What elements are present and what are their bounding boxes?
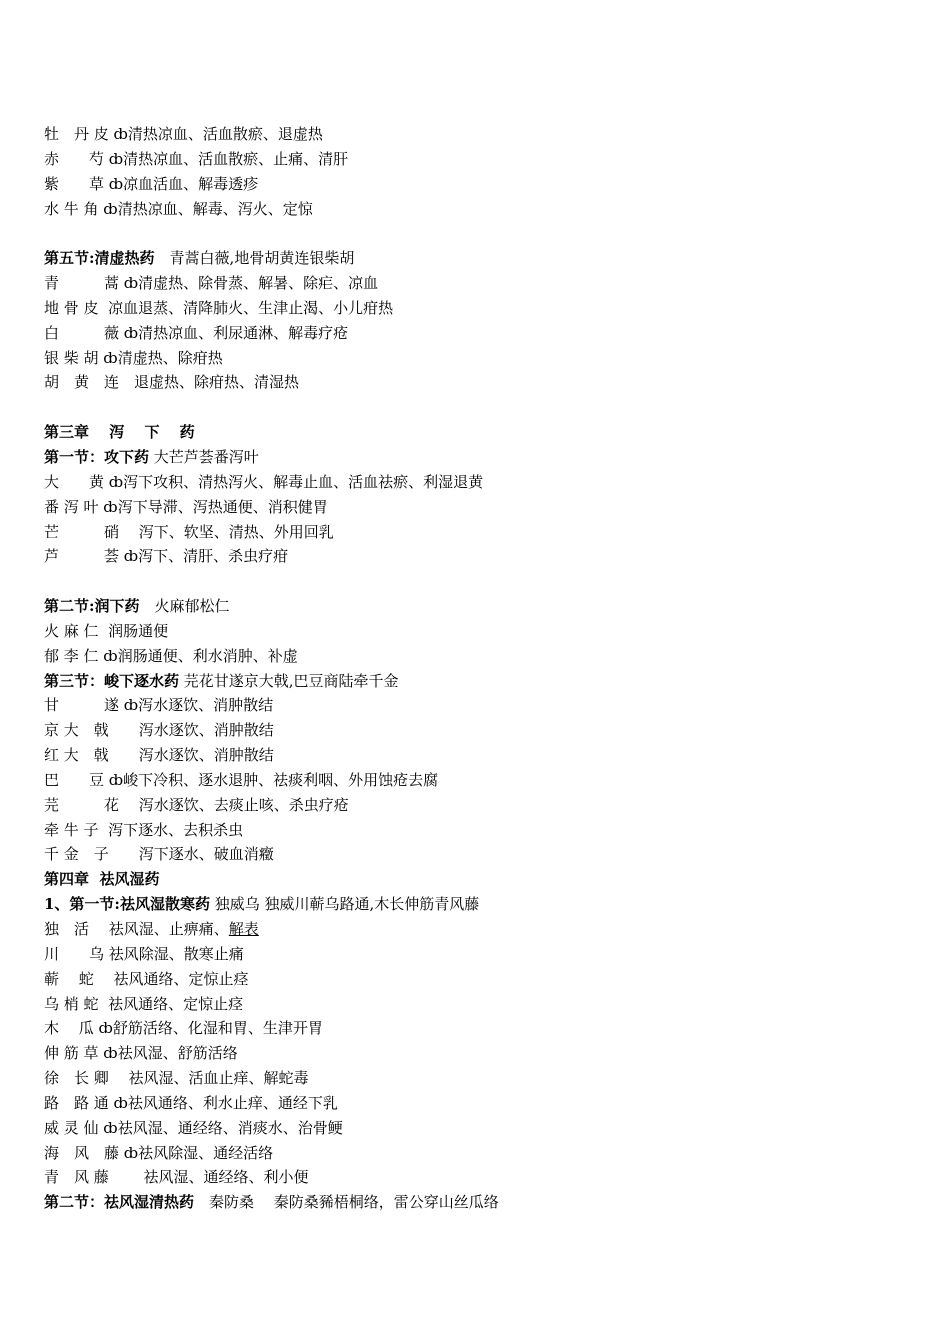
text-line — [44, 122, 924, 147]
line-text: 大芒芦荟番泻叶 — [149, 447, 259, 466]
line-text: 独 活 祛风湿、止痹痛、 — [44, 920, 229, 938]
line-text: 白 薇 ȸ清热凉血、利尿通淋、解毒疗疮 — [44, 323, 349, 342]
line-text: 牡 丹 皮 ȸ清热凉血、活血散瘀、退虚热 — [44, 125, 323, 143]
text-line — [44, 942, 924, 967]
text-line — [44, 793, 924, 818]
line-text: 独威乌 独威川蕲乌路通,木长伸筋青风藤 — [209, 895, 480, 914]
line-text: 紫 草 ȸ凉血活血、解毒透疹 — [44, 174, 259, 193]
text-line — [44, 718, 924, 743]
line-text: 威 灵 仙 ȸ祛风湿、通经络、消痰水、治骨鲠 — [44, 1118, 343, 1137]
text-line — [44, 147, 924, 172]
text-line — [44, 1165, 924, 1190]
line-text: 木 瓜 ȸ舒筋活络、化湿和胃、生津开胃 — [44, 1019, 323, 1038]
line-text: 火麻郁松仁 — [139, 597, 230, 616]
text-line — [44, 1091, 924, 1116]
line-text: 伸 筋 草 ȸ祛风湿、舒筋活络 — [44, 1044, 238, 1063]
line-text: 青 风 藤 祛风湿、通经络、利小便 — [44, 1168, 309, 1187]
blank-line — [44, 569, 924, 594]
text-line — [44, 1116, 924, 1141]
line-text: 牵 牛 子 泻下逐水、去积杀虫 — [44, 820, 244, 839]
text-line — [44, 1141, 924, 1166]
text-line — [44, 1066, 924, 1091]
line-text: 乌 梢 蛇 祛风通络、定惊止痉 — [44, 994, 244, 1013]
line-text: 芦 荟 ȸ泻下、清肝、杀虫疗疳 — [44, 547, 289, 566]
line-text: 胡 黄 连 退虚热、除疳热、清湿热 — [44, 373, 300, 392]
line-text: 秦防桑 秦防桑豨梧桐络，雷公穿山丝瓜络 — [194, 1193, 499, 1212]
section-heading: 1、第一节:祛风湿散寒药 — [44, 895, 210, 914]
section-heading: 第二节:润下药 — [44, 597, 140, 616]
text-line — [44, 544, 924, 569]
text-line — [44, 346, 924, 371]
text-line — [44, 470, 924, 495]
line-text: 千 金 子 泻下逐水、破血消癥 — [44, 845, 274, 864]
text-line — [44, 818, 924, 843]
section-heading-line — [44, 867, 924, 892]
line-text: 火 麻 仁 润肠通便 — [44, 621, 169, 640]
section-heading-line — [44, 420, 924, 445]
text-line — [44, 619, 924, 644]
line-text: 水 牛 角 ȸ清热凉血、解毒、泻火、定惊 — [44, 199, 313, 218]
text-line — [44, 370, 924, 395]
text-line — [44, 495, 924, 520]
line-text: 海 风 藤 ȸ祛风除湿、通经活络 — [44, 1143, 274, 1162]
text-line — [44, 321, 924, 346]
text-line — [44, 917, 924, 942]
line-text: 地 骨 皮 凉血退蒸、清降肺火、生津止渴、小儿疳热 — [44, 298, 394, 317]
text-line — [44, 842, 924, 867]
text-line — [44, 296, 924, 321]
text-line — [44, 644, 924, 669]
text-line — [44, 992, 924, 1017]
line-text: 郁 李 仁 ȸ润肠通便、利水消肿、补虚 — [44, 646, 298, 665]
text-line — [44, 172, 924, 197]
section-heading: 第四章 祛风湿药 — [44, 870, 160, 889]
section-heading: 第二节：祛风湿清热药 — [44, 1193, 195, 1212]
line-text: 徐 长 卿 祛风湿、活血止痒、解蛇毒 — [44, 1069, 309, 1088]
line-text: 甘 遂 ȸ泻水逐饮、消肿散结 — [44, 696, 274, 715]
text-line — [44, 693, 924, 718]
text-line — [44, 271, 924, 296]
text-line — [44, 197, 924, 222]
line-text: 蕲 蛇 祛风通络、定惊止痉 — [44, 969, 249, 988]
line-text: 芫花甘遂京大戟,巴豆商陆牵千金 — [179, 671, 399, 690]
text-line — [44, 1016, 924, 1041]
section-heading-line — [44, 246, 924, 271]
text-line — [44, 967, 924, 992]
line-text: 青 蒿 ȸ清虚热、除骨蒸、解暑、除疟、凉血 — [44, 274, 379, 293]
line-text: 赤 芍 ȸ清热凉血、活血散瘀、止痛、清肝 — [44, 149, 349, 168]
underlined-text: 解表 — [228, 920, 259, 938]
section-heading-line — [44, 1190, 924, 1215]
line-text: 巴 豆 ȸ峻下冷积、逐水退肿、祛痰利咽、外用蚀疮去腐 — [44, 770, 439, 789]
section-heading: 第三章 泻 下 药 — [44, 423, 195, 442]
text-line — [44, 768, 924, 793]
text-line — [44, 520, 924, 545]
line-text: 红 大 戟 泻水逐饮、消肿散结 — [44, 746, 274, 765]
line-text: 大 黄 ȸ泻下攻积、清热泻火、解毒止血、活血祛瘀、利湿退黄 — [44, 472, 484, 491]
line-text: 京 大 戟 泻水逐饮、消肿散结 — [44, 721, 274, 740]
line-text: 青蒿白薇,地骨胡黄连银柴胡 — [154, 249, 355, 268]
line-text: 番 泻 叶 ȸ泻下导滞、泻热通便、消积健胃 — [44, 497, 328, 516]
text-line — [44, 743, 924, 768]
section-heading-line — [44, 445, 924, 470]
line-text: 川 乌 祛风除湿、散寒止痛 — [44, 944, 244, 963]
section-heading: 第一节：攻下药 — [44, 447, 150, 466]
document-page — [44, 122, 924, 1215]
blank-line — [44, 221, 924, 246]
text-line — [44, 1041, 924, 1066]
section-heading-line — [44, 594, 924, 619]
line-text: 芒 硝 泻下、软坚、清热、外用回乳 — [44, 522, 334, 541]
line-text: 芫 花 泻水逐饮、去痰止咳、杀虫疗疮 — [44, 795, 349, 814]
blank-line — [44, 395, 924, 420]
section-heading-line — [44, 892, 924, 917]
section-heading: 第三节：峻下逐水药 — [44, 671, 180, 690]
section-heading-line — [44, 669, 924, 694]
line-text: 路 路 通 ȸ祛风通络、利水止痒、通经下乳 — [44, 1093, 338, 1112]
section-heading: 第五节:清虚热药 — [44, 249, 155, 268]
line-text: 银 柴 胡 ȸ清虚热、除疳热 — [44, 348, 223, 367]
